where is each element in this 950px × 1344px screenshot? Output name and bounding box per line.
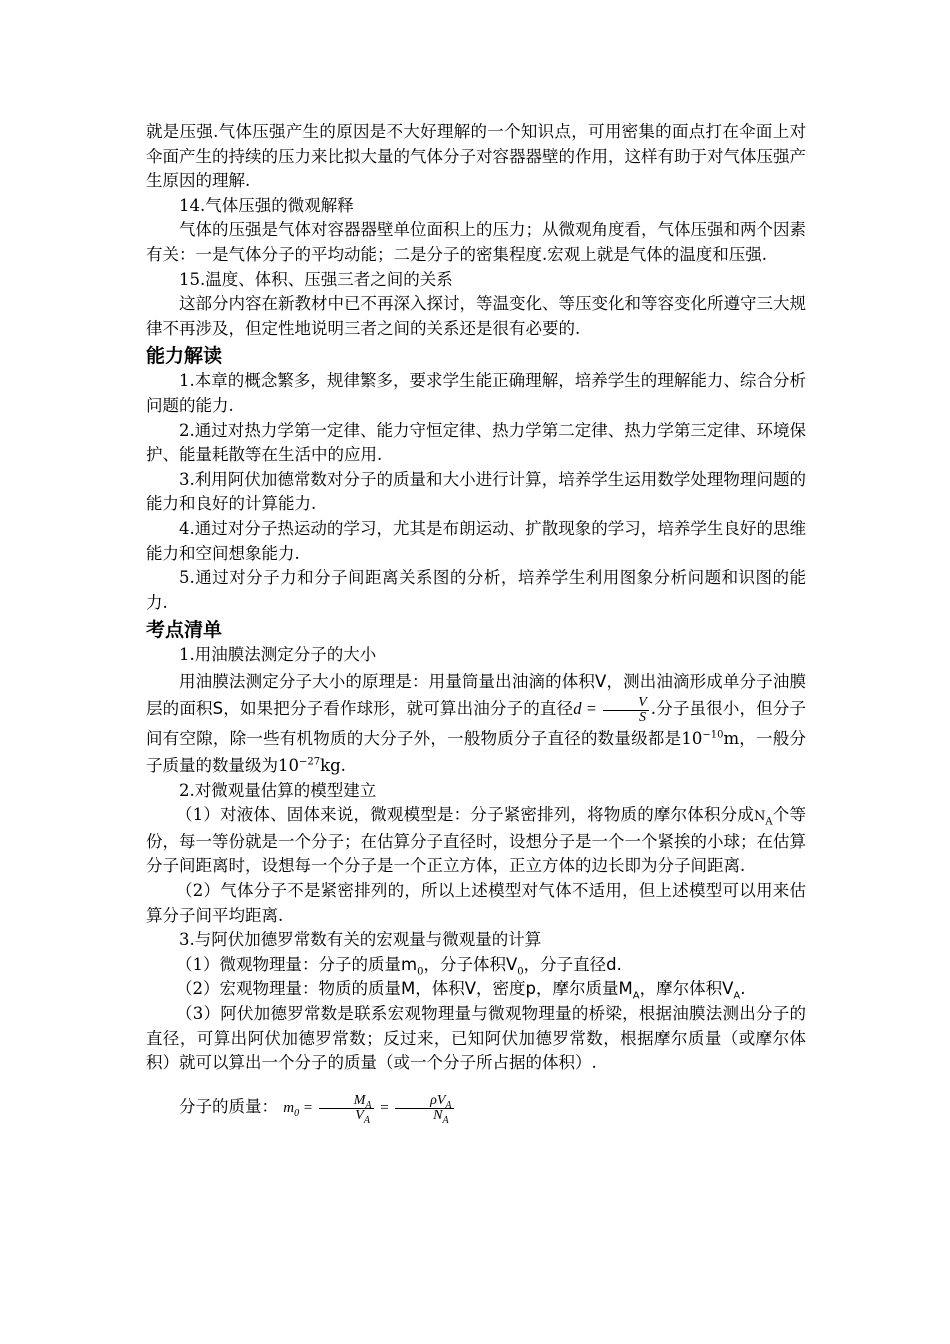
checklist-paragraph-3-2: （2）宏观物理量：物质的质量M，体积V，密度p，摩尔质量$M_A$，摩尔体积$V_A$. xyxy=(176,979,746,1002)
diameter-formula: d = $\frac{V}{S}$ xyxy=(573,694,647,725)
ability-item-3: 3.利用阿伏加德常数对分子的质量和大小进行计算，培养学生运用数学处理物理问题的能力和良好的计算能力. xyxy=(146,469,806,514)
section-title-checklist: 考点清单 xyxy=(146,619,223,642)
heading-14: 14.气体压强的微观解释 xyxy=(179,195,354,215)
checklist-heading-2: 2.对微观量估算的模型建立 xyxy=(179,780,377,800)
ability-item-4: 4.通过对分子热运动的学习，尤其是布朗运动、扩散现象的学习，培养学生良好的思维能力和空间想象能力. xyxy=(146,518,806,563)
checklist-heading-3: 3.与阿伏加德罗常数有关的宏观量与微观量的计算 xyxy=(179,930,542,950)
molecule-mass-formula: 分子的质量： $m_0$ = $\frac{M_A}{V_A}$ = $\frac{\rho V_A}{N_A}$ xyxy=(179,1092,452,1126)
checklist-paragraph-1: 用油膜法测定分子大小的原理是：用量筒量出油滴的体积V，测出油滴形成单分子油膜层的面积S，如果把分子看作球形，就可算出油分子的直径d = $\frac{V}{S}$ .分子虽很小，但分子间有空隙，除一些有机物质的大分子外，一般物质分子直径的数量级都是$10^{-10}m$，一般分子质量的数量级为$10^{-27}kg$. xyxy=(146,671,807,775)
checklist-heading-1: 1.用油膜法测定分子的大小 xyxy=(179,645,377,665)
section-title-ability: 能力解读 xyxy=(146,345,223,368)
checklist-paragraph-3-1: （1）微观物理量：分子的质量$m_0$，分子体积$V_0$，分子直径d. xyxy=(176,954,622,978)
ability-item-2: 2.通过对热力学第一定律、能力守恒定律、热力学第二定律、热力学第三定律、环境保护、能量耗散等在生活中的应用. xyxy=(146,420,806,465)
paragraph-pressure-cause: 就是压强.气体压强产生的原因是不大好理解的一个知识点，可用密集的面点打在伞面上对伞面产生的持续的压力来比拟大量的气体分子对容器器壁的作用，这样有助于对气体压强产生原因的理解. xyxy=(146,122,806,191)
ability-item-1: 1.本章的概念繁多，规律繁多，要求学生能正确理解，培养学生的理解能力、综合分析问题的能力. xyxy=(146,371,806,415)
paragraph-15: 这部分内容在新教材中已不再深入探讨，等温变化、等压变化和等容变化所遵守三大规律不再涉及，但定性地说明三者之间的关系还是很有必要的. xyxy=(146,294,806,338)
document-content xyxy=(146,120,806,1135)
ability-item-5: 5.通过对分子力和分子间距离关系图的分析，培养学生利用图象分析问题和识图的能力. xyxy=(146,568,806,612)
checklist-paragraph-3-3: （3）阿伏加德罗常数是联系宏观物理量与微观物理量的桥梁，根据油膜法测出分子的直径，可算出阿伏加德罗常数；反过来，已知阿伏加德罗常数，根据摩尔质量（或摩尔体积）就可以算出一个分子的质量（或一个分子所占据的体积）. xyxy=(146,1003,806,1073)
heading-15: 15.温度、体积、压强三者之间的关系 xyxy=(179,269,453,289)
paragraph-14: 气体的压强是气体对容器器壁单位面积上的压力；从微观角度看，气体压强和两个因素有关：一是气体分子的平均动能；二是分子的密集程度.宏观上就是气体的温度和压强. xyxy=(146,220,806,264)
checklist-paragraph-2-1: （1）对液体、固体来说，微观模型是：分子紧密排列，将物质的摩尔体积分成$N_A$个等份，每一等份就是一个分子；在估算分子直径时，设想分子是一个一个紧挨的小球；在估算分子间距离时，设想每一个分子是一个正立方体，正立方体的边长即为分子间距离. xyxy=(146,805,806,876)
checklist-paragraph-2-2: （2）气体分子不是紧密排列的，所以上述模型对气体不适用，但上述模型可以用来估算分子间平均距离. xyxy=(146,880,806,925)
